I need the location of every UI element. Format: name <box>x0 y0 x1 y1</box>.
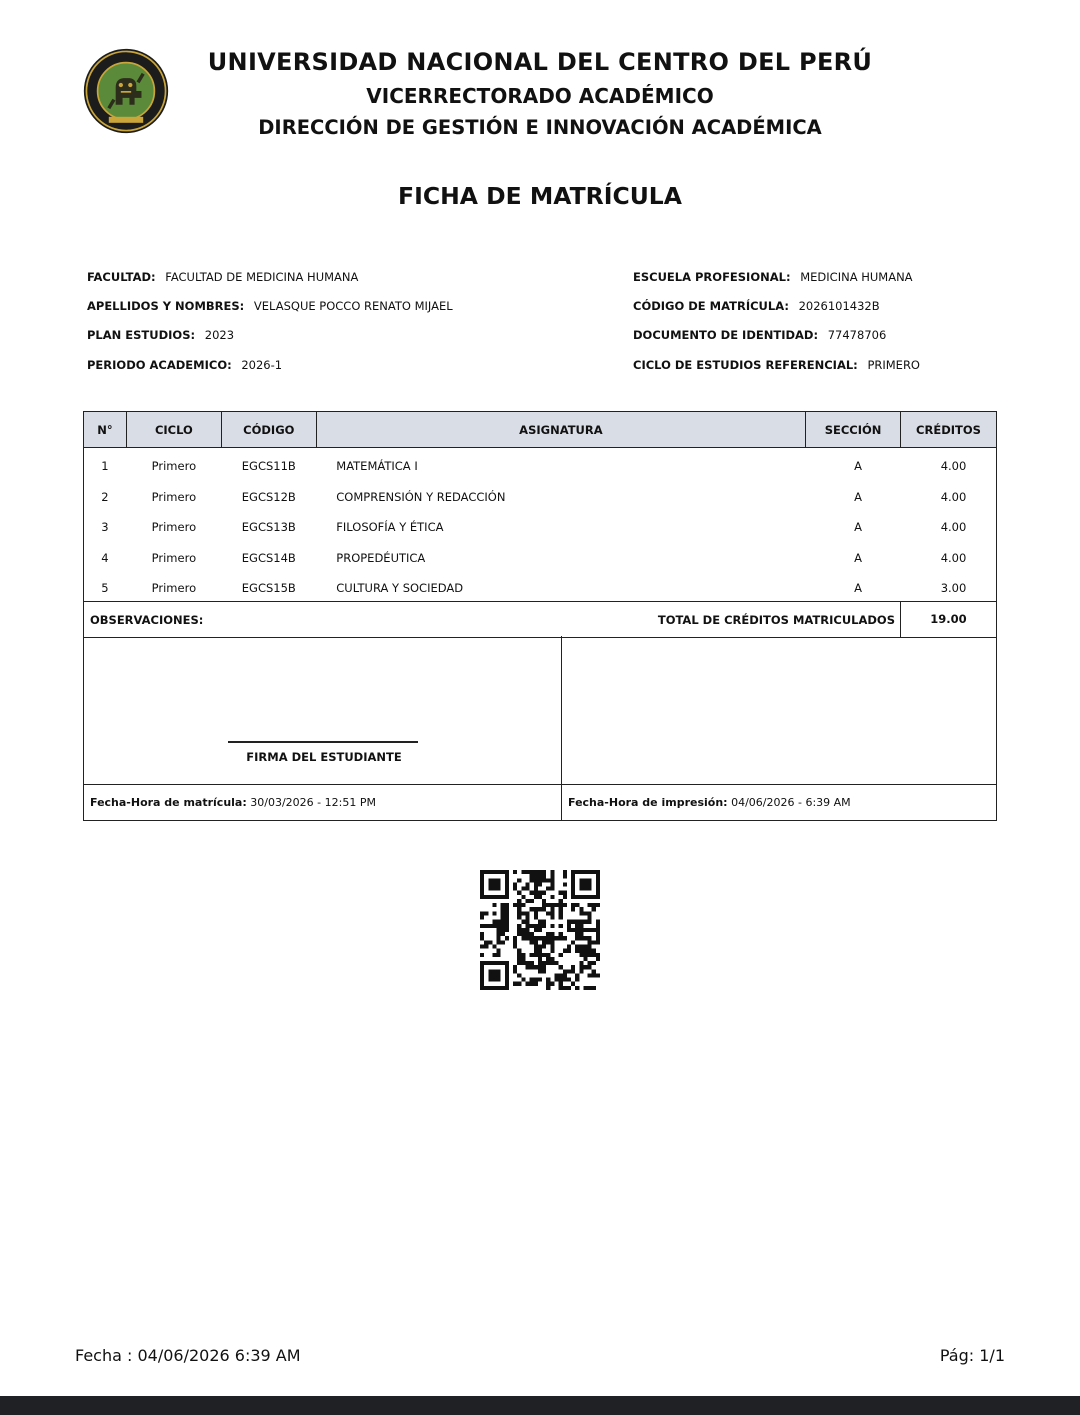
row-creditos: 4.00 <box>940 459 967 474</box>
row-seccion: A <box>854 520 862 535</box>
fecha-impresion <box>568 796 851 809</box>
total-creditos-label: TOTAL DE CRÉDITOS MATRICULADOS <box>657 613 895 627</box>
facultad-field <box>87 270 358 284</box>
table-row <box>84 482 997 513</box>
fecha-matricula <box>90 796 376 809</box>
periodo-label: PERIODO ACADEMICO: <box>87 358 232 372</box>
footer-date: Fecha : 04/06/2026 6:39 AM <box>75 1346 301 1365</box>
facultad-label: FACULTAD: <box>87 270 156 284</box>
table-row <box>84 543 997 574</box>
plan-field <box>87 328 234 342</box>
fecha-matricula-value: 30/03/2026 - 12:51 PM <box>250 796 376 809</box>
col-header-seccion: SECCIÓN <box>806 412 901 448</box>
row-num: 3 <box>101 520 109 535</box>
row-num: 2 <box>101 489 109 504</box>
col-header-num: N° <box>84 412 127 448</box>
escuela-value: MEDICINA HUMANA <box>800 270 913 284</box>
row-ciclo: Primero <box>151 550 197 565</box>
plan-value: 2023 <box>204 328 235 342</box>
observaciones-label: OBSERVACIONES: <box>90 613 204 627</box>
dates-row <box>83 784 997 821</box>
row-num: 5 <box>101 581 109 596</box>
table-row <box>84 573 997 604</box>
viewer-bottom-bar <box>0 1396 1080 1415</box>
row-asignatura: FILOSOFÍA Y ÉTICA <box>336 520 444 535</box>
direccion-heading: DIRECCIÓN DE GESTIÓN E INNOVACIÓN ACADÉMICA <box>258 116 822 139</box>
col-header-ciclo: CICLO <box>126 412 221 448</box>
fecha-matricula-label: Fecha-Hora de matrícula: <box>90 796 247 809</box>
nombres-field <box>87 299 453 313</box>
row-creditos: 4.00 <box>940 489 967 504</box>
periodo-value: 2026-1 <box>241 358 283 372</box>
signature-box <box>83 636 997 785</box>
row-codigo: EGCS11B <box>241 459 296 474</box>
university-name: UNIVERSIDAD NACIONAL DEL CENTRO DEL PERÚ <box>207 48 873 76</box>
page-title: FICHA DE MATRÍCULA <box>398 182 682 210</box>
documento-field <box>633 328 886 342</box>
facultad-value: FACULTAD DE MEDICINA HUMANA <box>165 270 359 284</box>
ciclo-label: CICLO DE ESTUDIOS REFERENCIAL: <box>633 358 858 372</box>
row-codigo: EGCS12B <box>241 489 296 504</box>
row-num: 1 <box>101 459 109 474</box>
periodo-field <box>87 358 282 372</box>
dates-divider <box>561 785 562 820</box>
signature-line <box>228 741 418 743</box>
row-ciclo: Primero <box>151 581 197 596</box>
row-num: 4 <box>101 550 109 565</box>
row-seccion: A <box>854 459 862 474</box>
codigo-matricula-label: CÓDIGO DE MATRÍCULA: <box>633 299 789 313</box>
row-seccion: A <box>854 489 862 504</box>
codigo-matricula-field <box>633 299 880 313</box>
codigo-matricula-value: 2026101432B <box>798 299 880 313</box>
row-codigo: EGCS13B <box>241 520 296 535</box>
footer-page-number: Pág: 1/1 <box>939 1346 1005 1365</box>
signature-label: FIRMA DEL ESTUDIANTE <box>246 750 402 764</box>
qr-code-icon <box>480 870 600 990</box>
nombres-label: APELLIDOS Y NOMBRES: <box>87 299 245 313</box>
fecha-impresion-label: Fecha-Hora de impresión: <box>568 796 728 809</box>
ciclo-field <box>633 358 920 372</box>
row-ciclo: Primero <box>151 459 197 474</box>
totals-row <box>83 601 997 638</box>
university-seal-logo <box>83 48 169 134</box>
row-ciclo: Primero <box>151 520 197 535</box>
nombres-value: VELASQUE POCCO RENATO MIJAEL <box>253 299 453 313</box>
table-row <box>84 448 997 482</box>
row-codigo: EGCS15B <box>241 581 296 596</box>
fecha-impresion-value: 04/06/2026 - 6:39 AM <box>731 796 851 809</box>
total-creditos-value: 19.00 <box>900 602 996 637</box>
col-header-asignatura: ASIGNATURA <box>316 412 805 448</box>
col-header-creditos: CRÉDITOS <box>901 412 997 448</box>
documento-label: DOCUMENTO DE IDENTIDAD: <box>633 328 819 342</box>
courses-table <box>83 411 997 604</box>
ciclo-value: PRIMERO <box>867 358 920 372</box>
row-asignatura: PROPEDÉUTICA <box>336 550 426 565</box>
escuela-field <box>633 270 913 284</box>
escuela-label: ESCUELA PROFESIONAL: <box>633 270 791 284</box>
documento-value: 77478706 <box>827 328 887 342</box>
row-ciclo: Primero <box>151 489 197 504</box>
row-seccion: A <box>854 581 862 596</box>
row-asignatura: CULTURA Y SOCIEDAD <box>336 581 464 596</box>
row-asignatura: COMPRENSIÓN Y REDACCIÓN <box>336 489 506 504</box>
row-creditos: 4.00 <box>940 550 967 565</box>
row-seccion: A <box>854 550 862 565</box>
row-creditos: 4.00 <box>940 520 967 535</box>
plan-label: PLAN ESTUDIOS: <box>87 328 196 342</box>
row-asignatura: MATEMÁTICA I <box>336 459 418 474</box>
row-codigo: EGCS14B <box>241 550 296 565</box>
col-header-codigo: CÓDIGO <box>221 412 316 448</box>
table-header-row <box>84 412 997 448</box>
row-creditos: 3.00 <box>940 581 967 596</box>
vicerrectorado-heading: VICERRECTORADO ACADÉMICO <box>366 84 714 108</box>
table-row <box>84 512 997 543</box>
signature-divider <box>561 636 562 784</box>
